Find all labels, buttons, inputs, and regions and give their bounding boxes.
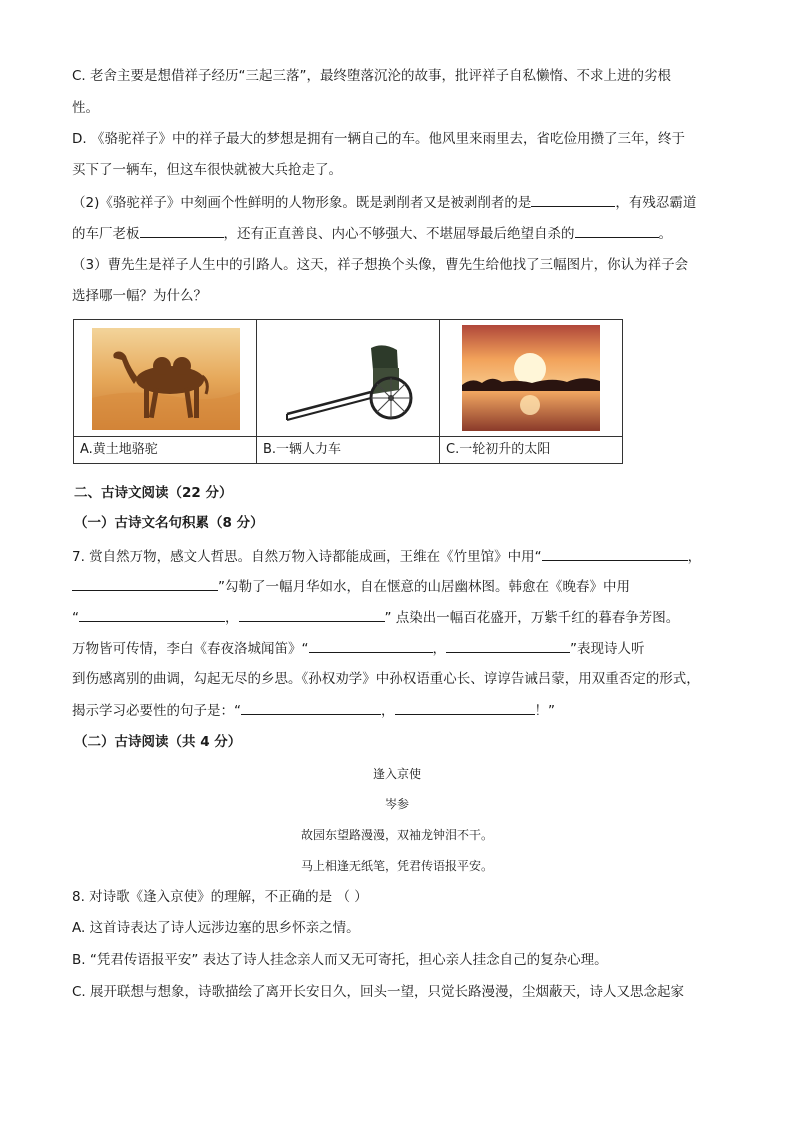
q7-text-4c: ”表现诗人听	[570, 641, 645, 657]
section-title: 二、古诗文阅读（22 分）	[74, 485, 233, 501]
q7-text-1b: ，	[687, 549, 702, 565]
q8-option-b: B. “凭君传语报平安” 表达了诗人挂念亲人而又无可寄托，担心亲人挂念自己的复杂心理。	[72, 952, 608, 968]
image-cell-a	[74, 320, 257, 437]
image-label-c: C.一轮初升的太阳	[440, 437, 623, 464]
answer-blank[interactable]	[72, 576, 218, 591]
q7-line3	[72, 607, 679, 628]
answer-blank[interactable]	[575, 223, 659, 238]
q6-option-d-line2: 买下了一辆车，但这车很快就被大兵抢走了。	[72, 162, 342, 178]
q7-line6	[72, 700, 555, 721]
poem-line-1: 故园东望路漫漫，双袖龙钟泪不干。	[300, 828, 493, 842]
q7-text-3c: ” 点染出一幅百花盛开，万紫千红的暮春争芳图。	[384, 610, 680, 626]
answer-blank[interactable]	[309, 638, 433, 653]
image-label-a: A.黄土地骆驼	[74, 437, 257, 464]
q7-text-3a: “	[72, 610, 79, 626]
answer-blank[interactable]	[239, 607, 385, 622]
subsection-title-1: （一）古诗文名句积累（8 分）	[74, 515, 264, 531]
image-label-b: B.一辆人力车	[257, 437, 440, 464]
answer-blank[interactable]	[79, 607, 225, 622]
q7-text-6b: ，	[381, 703, 395, 719]
q7-line1	[72, 546, 701, 567]
q8-option-c: C. 展开联想与想象，诗歌描绘了离开长安日久，回头一望，只觉长路漫漫，尘烟蔽天，诗人又思念起家	[72, 984, 685, 1000]
answer-blank[interactable]	[531, 192, 615, 207]
q7-text-4a: 万物皆可传情，李白《春夜洛城闻笛》“	[72, 641, 309, 657]
image-cell-b	[257, 320, 440, 437]
q7-line2	[72, 576, 630, 597]
q6-part3-line1: （3）曹先生是祥子人生中的引路人。这天，祥子想换个头像，曹先生给他找了三幅图片，你认为祥子会	[72, 257, 689, 273]
answer-blank[interactable]	[542, 546, 688, 561]
q6-option-c-line2: 性。	[72, 100, 99, 116]
q8-option-a: A. 这首诗表达了诗人远涉边塞的思乡怀亲之情。	[72, 920, 360, 936]
q6-part2-text-a: （2)《骆驼祥子》中刻画个性鲜明的人物形象。既是剥削者又是被剥削者的是	[72, 195, 532, 211]
q6-part2-text-c: 的车厂老板	[72, 226, 140, 242]
q6-part2-text-d: ，还有正直善良、内心不够强大、不堪屈辱最后绝望自杀的	[223, 226, 575, 242]
camel-image	[92, 328, 240, 430]
poem-author: 岑参	[384, 797, 409, 811]
q6-part2-line1	[72, 192, 696, 213]
q6-option-d-line1: D. 《骆驼祥子》中的祥子最大的梦想是拥有一辆自己的车。他风里来雨里去，省吃俭用攒了三年，终于	[72, 131, 685, 147]
q7-text-1a: 7. 赏自然万物，感文人哲思。自然万物入诗都能成画，王维在《竹里馆》中用“	[72, 549, 542, 565]
q6-option-c-line1: C. 老舍主要是想借祥子经历“三起三落”，最终堕落沉沦的故事，批评祥子自私懒惰、不求上进的劣根	[72, 68, 671, 84]
q6-part2-text-e: 。	[658, 226, 672, 242]
q7-text-3b: ，	[225, 610, 239, 626]
image-choice-table	[73, 319, 623, 464]
q7-line4	[72, 638, 645, 659]
rickshaw-image	[279, 328, 419, 428]
answer-blank[interactable]	[395, 700, 535, 715]
sunrise-image	[462, 325, 600, 431]
q6-part2-text-b: ，有残忍霸道	[615, 195, 697, 211]
q7-text-2b: ”勾勒了一幅月华如水，自在惬意的山居幽林图。韩愈在《晚春》中用	[218, 579, 630, 595]
poem-title: 逢入京使	[372, 767, 421, 781]
answer-blank[interactable]	[241, 700, 381, 715]
q7-text-4b: ，	[432, 641, 446, 657]
poem-line-2: 马上相逢无纸笔，凭君传语报平安。	[300, 859, 493, 873]
subsection-title-2: （二）古诗阅读（共 4 分）	[74, 734, 242, 750]
q6-part3-line2: 选择哪一幅？为什么？	[72, 288, 207, 304]
answer-blank[interactable]	[140, 223, 224, 238]
q8-stem: 8. 对诗歌《逢入京使》的理解，不正确的是 （ ）	[72, 889, 368, 905]
q7-text-6a: 揭示学习必要性的句子是：“	[72, 703, 241, 719]
answer-blank[interactable]	[446, 638, 570, 653]
q6-part2-line2	[72, 223, 672, 244]
image-cell-c	[440, 320, 623, 437]
q7-line5: 到伤感离别的曲调，勾起无尽的乡思。《孙权劝学》中孙权语重心长、谆谆告诫吕蒙，用双重否定的形式，	[72, 671, 700, 687]
q7-text-6c: ！”	[534, 703, 555, 719]
